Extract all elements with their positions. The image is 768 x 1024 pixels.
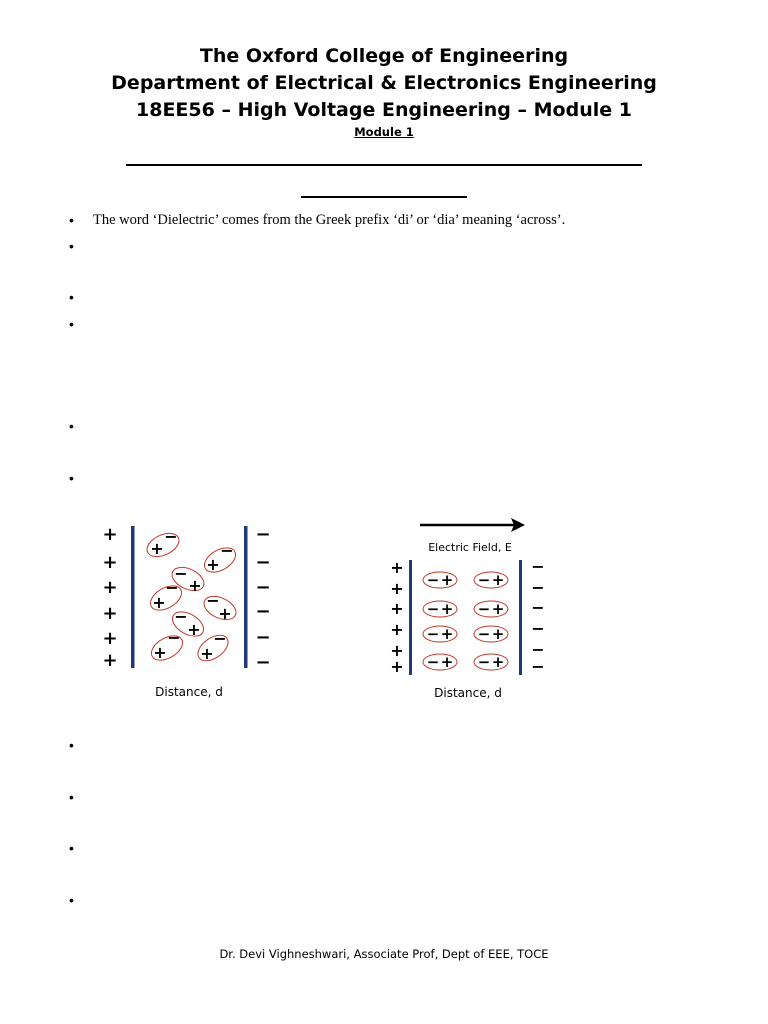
bullet-marker: • — [69, 289, 74, 305]
svg-text:−: − — [164, 527, 178, 546]
svg-text:+: + — [102, 577, 118, 598]
svg-text:−: − — [165, 578, 179, 597]
svg-text:−: − — [531, 657, 545, 676]
svg-text:−: − — [426, 571, 440, 589]
svg-text:+: + — [390, 657, 404, 676]
svg-text:+: + — [200, 644, 214, 663]
svg-text:−: − — [174, 564, 188, 583]
svg-text:−: − — [220, 541, 234, 560]
svg-text:+: + — [150, 539, 164, 558]
positive-plate — [131, 526, 135, 668]
svg-text:+: + — [102, 650, 118, 671]
svg-text:+: + — [491, 600, 505, 618]
bullet-marker: • — [69, 789, 74, 805]
svg-text:−: − — [206, 591, 220, 610]
svg-text:−: − — [531, 557, 545, 576]
svg-text:−: − — [213, 629, 227, 648]
svg-text:−: − — [255, 627, 271, 648]
svg-text:−: − — [477, 625, 491, 643]
svg-text:+: + — [390, 620, 404, 639]
svg-text:+: + — [390, 558, 404, 577]
svg-text:−: − — [477, 571, 491, 589]
svg-text:−: − — [477, 653, 491, 671]
svg-text:+: + — [102, 628, 118, 649]
svg-text:−: − — [426, 600, 440, 618]
left-diagram-caption: Distance, d — [155, 685, 223, 699]
svg-text:+: + — [440, 653, 454, 671]
svg-text:+: + — [102, 603, 118, 624]
svg-text:−: − — [531, 619, 545, 638]
positive-plate — [409, 560, 412, 675]
negative-plate — [244, 526, 248, 668]
svg-text:+: + — [153, 643, 167, 662]
header-divider — [126, 164, 642, 166]
svg-text:+: + — [206, 555, 220, 574]
svg-text:+: + — [102, 552, 118, 573]
svg-text:−: − — [255, 524, 271, 545]
svg-text:−: − — [255, 577, 271, 598]
bullet-marker: • — [69, 840, 74, 856]
course-title: 18EE56 – High Voltage Engineering – Module 1 — [136, 99, 632, 121]
svg-text:−: − — [255, 652, 271, 673]
svg-text:−: − — [426, 625, 440, 643]
svg-text:−: − — [174, 607, 188, 626]
svg-text:+: + — [188, 576, 202, 595]
svg-text:+: + — [390, 641, 404, 660]
svg-text:+: + — [390, 599, 404, 618]
bullet-marker: • — [69, 418, 74, 434]
short-divider — [301, 196, 467, 198]
bullet-text: The word ‘Dielectric’ comes from the Greek prefix ‘di’ or ‘dia’ meaning ‘across’. — [93, 212, 566, 228]
right-diagram-caption: Distance, d — [434, 686, 502, 700]
svg-text:−: − — [477, 600, 491, 618]
module-subtitle: Module 1 — [354, 125, 414, 139]
svg-text:+: + — [152, 593, 166, 612]
bullet-marker: • — [69, 470, 74, 486]
svg-text:+: + — [491, 653, 505, 671]
svg-text:−: − — [531, 640, 545, 659]
department-title: Department of Electrical & Electronics Engineering — [111, 72, 657, 94]
random-dipoles-diagram — [100, 518, 290, 703]
svg-text:−: − — [531, 578, 545, 597]
field-label: Electric Field, E — [428, 541, 512, 554]
svg-text:+: + — [390, 579, 404, 598]
svg-text:−: − — [255, 601, 271, 622]
bullet-marker: • — [69, 238, 74, 254]
svg-text:+: + — [440, 571, 454, 589]
page-footer: Dr. Devi Vighneshwari, Associate Prof, Dept of EEE, TOCE — [219, 947, 549, 961]
svg-text:+: + — [491, 625, 505, 643]
svg-text:+: + — [491, 571, 505, 589]
svg-text:+: + — [102, 524, 118, 545]
svg-text:−: − — [255, 552, 271, 573]
svg-text:−: − — [426, 653, 440, 671]
svg-text:−: − — [531, 598, 545, 617]
negative-plate — [519, 560, 522, 675]
svg-text:+: + — [440, 600, 454, 618]
bullet-marker: • — [69, 212, 74, 228]
college-title: The Oxford College of Engineering — [199, 45, 569, 67]
svg-text:−: − — [167, 628, 181, 647]
bullet-marker: • — [69, 316, 74, 332]
svg-text:+: + — [187, 620, 201, 639]
svg-text:+: + — [218, 604, 232, 623]
svg-text:+: + — [440, 625, 454, 643]
bullet-marker: • — [69, 737, 74, 753]
aligned-dipoles-diagram — [380, 512, 570, 704]
bullet-marker: • — [69, 892, 74, 908]
